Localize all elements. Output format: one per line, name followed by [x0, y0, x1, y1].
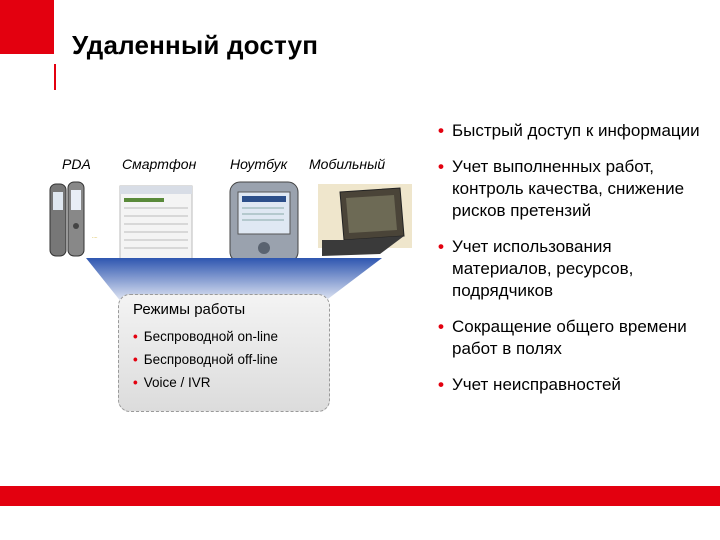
work-modes-title: Режимы работы	[133, 301, 246, 318]
bullet-icon: •	[133, 352, 138, 367]
work-mode-item: • Беспроводной off-line	[133, 352, 278, 367]
bullet-icon: •	[133, 375, 138, 390]
footer-red-bar	[0, 486, 720, 506]
title-accent-line	[54, 64, 56, 90]
benefit-item: • Учет неисправностей	[438, 375, 621, 394]
bullet-icon: •	[133, 329, 138, 344]
benefits-list	[438, 120, 708, 410]
device-label-pda: PDA	[62, 156, 91, 172]
work-modes-list	[133, 325, 278, 394]
device-images	[40, 178, 420, 268]
bullet-icon: •	[438, 121, 444, 140]
smartphone-screen-image	[120, 186, 192, 260]
bullet-icon: •	[438, 157, 444, 176]
work-mode-item: • Voice / IVR	[133, 375, 211, 390]
bullet-icon: •	[438, 317, 444, 336]
bullet-icon: •	[438, 375, 444, 394]
benefit-item: • Сокращение общего времени работ в полях	[438, 317, 687, 358]
work-mode-item: • Беспроводной on-line	[133, 329, 279, 344]
logo-red-square	[0, 0, 54, 54]
work-modes-box	[118, 294, 330, 412]
device-label-mobile: Мобильный	[309, 156, 386, 172]
svg-text:....: ....	[92, 234, 98, 240]
slide-title: Удаленный доступ	[72, 30, 319, 60]
pda-image	[50, 182, 98, 256]
benefit-item: • Учет использования материалов, ресурсов, подрядчиков	[438, 237, 634, 300]
benefit-item: • Учет выполненных работ, контроль качества, снижение рисков претензий	[438, 157, 685, 220]
device-label-notebook: Ноутбук	[230, 156, 288, 172]
device-label-smartphone: Смартфон	[122, 156, 197, 172]
bullet-icon: •	[438, 237, 444, 256]
benefit-item: • Быстрый доступ к информации	[438, 121, 700, 140]
laptop-image	[318, 184, 412, 256]
handheld-device-image	[230, 182, 298, 262]
